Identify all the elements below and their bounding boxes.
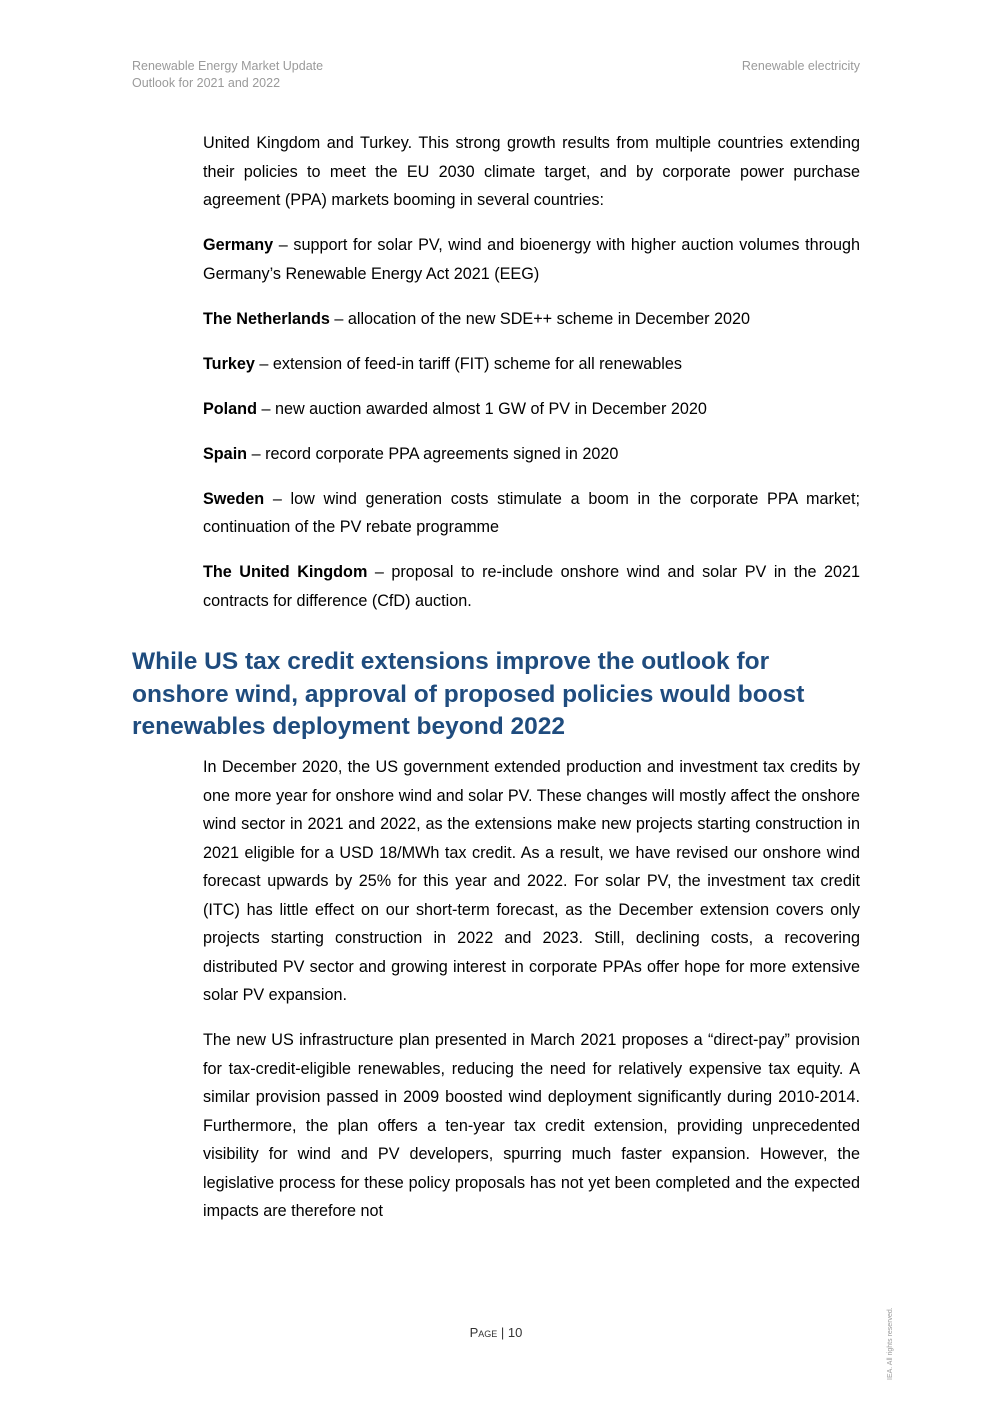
country-item bbox=[203, 305, 860, 334]
intro-paragraph: United Kingdom and Turkey. This strong growth results from multiple countries extending their policies to meet the EU 2030 climate target, and by corporate power purchase agreement (PPA) markets booming in several countries: bbox=[203, 134, 860, 209]
page-separator: | bbox=[497, 1325, 508, 1340]
country-name: Turkey bbox=[203, 354, 255, 373]
section-heading: While US tax credit extensions improve the outlook for onshore wind, approval of proposed policies would boost renewables deployment beyond 2022 bbox=[132, 648, 805, 740]
country-item bbox=[203, 440, 860, 469]
country-detail: – record corporate PPA agreements signed in 2020 bbox=[247, 444, 619, 463]
country-name: Spain bbox=[203, 444, 248, 463]
page-label: Page bbox=[469, 1325, 498, 1340]
country-name: The United Kingdom bbox=[203, 563, 368, 581]
body-paragraph: The new US infrastructure plan presented in March 2021 proposes a “direct-pay” provision for tax-credit-eligible renewables, reducing the need for relatively expensive tax equity. A similar provision passed in 2009 boosted wind deployment significantly during 2010-2014. Furthermore, the plan offers a ten-year tax credit extension, providing unprecedented visibility for wind and PV developers, spurring much faster expansion. However, the legislative process for these policy proposals has not yet been completed and the expected impacts are therefore not bbox=[203, 1031, 860, 1220]
page-footer bbox=[0, 1325, 992, 1340]
country-item bbox=[203, 231, 860, 288]
page-number: 10 bbox=[507, 1325, 523, 1340]
body-paragraph: In December 2020, the US government extended production and investment tax credits by one more year for onshore wind and solar PV. These changes will mostly affect the onshore wind sector in 2021 and 2022, as the extensions make new projects starting construction in 2021 eligible for a USD 18/MWh tax credit. As a result, we have revised our onshore wind forecast upwards by 25% for this year and 2022. For solar PV, the investment tax credit (ITC) has little effect on our short-term forecast, as the December extension covers only projects starting construction in 2022 and 2023. Still, declining costs, a recovering distributed PV sector and growing interest in corporate PPAs offer hope for more extensive solar PV expansion. bbox=[203, 758, 860, 1004]
country-name: Poland bbox=[203, 399, 257, 418]
running-header-left bbox=[132, 58, 323, 92]
country-detail: – support for solar PV, wind and bioenergy with higher auction volumes through Germany’s Renewable Energy Act 2021 (EEG) bbox=[203, 236, 860, 283]
intro-section bbox=[203, 129, 860, 632]
country-name: Sweden bbox=[203, 489, 265, 508]
country-detail: – new auction awarded almost 1 GW of PV in December 2020 bbox=[256, 399, 707, 418]
country-item bbox=[203, 395, 860, 424]
country-detail: – proposal to re-include onshore wind and solar PV in the 2021 contracts for difference (CfD) auction. bbox=[203, 563, 860, 610]
report-title: Renewable Energy Market Update bbox=[132, 59, 324, 73]
country-detail: – extension of feed-in tariff (FIT) scheme for all renewables bbox=[254, 354, 682, 373]
country-name: The Netherlands bbox=[203, 309, 330, 328]
running-header-right: Renewable electricity bbox=[741, 59, 860, 73]
country-item bbox=[203, 350, 860, 379]
country-item bbox=[203, 558, 860, 615]
country-name: Germany bbox=[203, 236, 274, 254]
copyright-notice: IEA. All rights reserved. bbox=[887, 1307, 894, 1380]
country-detail: – low wind generation costs stimulate a boom in the corporate PPA market; continuation of the PV rebate programme bbox=[203, 489, 860, 536]
report-subtitle: Outlook for 2021 and 2022 bbox=[132, 76, 281, 90]
country-item bbox=[203, 485, 860, 542]
country-detail: – allocation of the new SDE++ scheme in December 2020 bbox=[329, 309, 751, 328]
us-section bbox=[203, 753, 860, 1242]
